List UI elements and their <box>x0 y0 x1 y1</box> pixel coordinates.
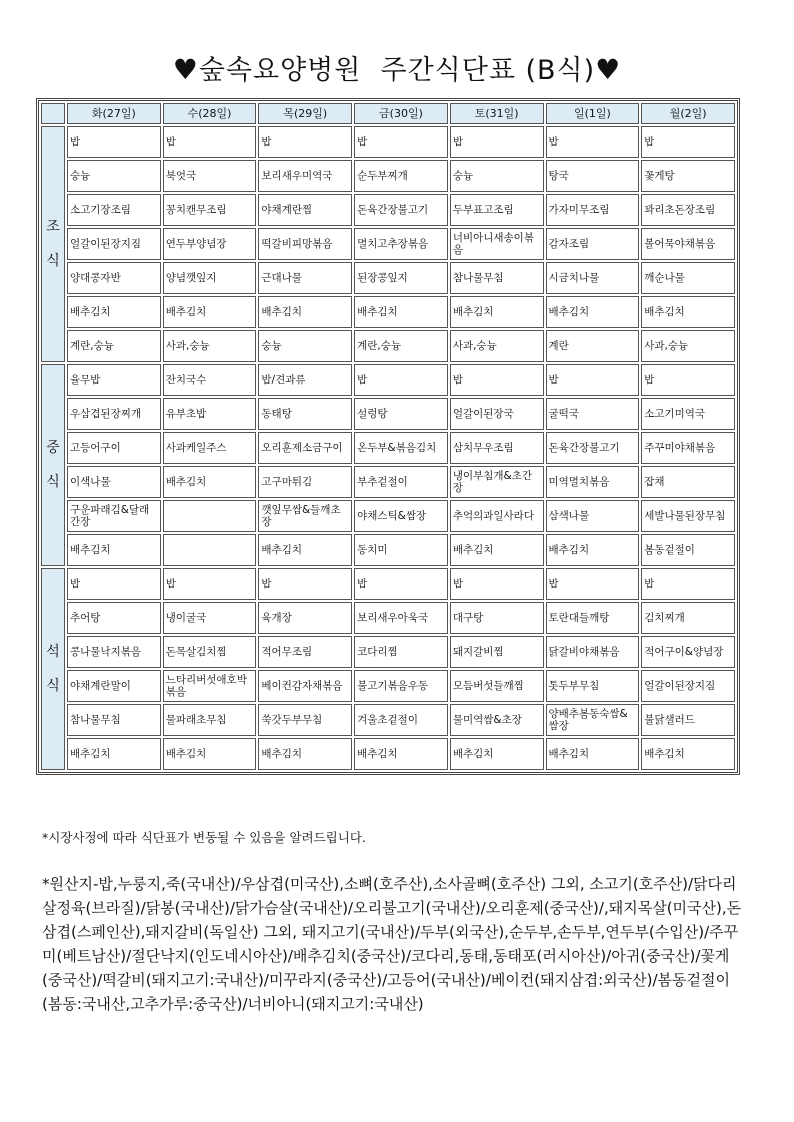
menu-item: 너비아니새송이볶음 <box>450 228 544 260</box>
weekly-menu-table <box>39 101 737 772</box>
menu-item: 숭늉 <box>67 160 161 192</box>
menu-item: 유부초밥 <box>163 398 257 430</box>
day-header: 금(30일) <box>354 103 448 124</box>
menu-body <box>41 126 735 770</box>
menu-row <box>41 262 735 294</box>
menu-item: 양념깻잎지 <box>163 262 257 294</box>
menu-item: 배추김치 <box>163 296 257 328</box>
meal-label-char: 식 <box>46 474 60 490</box>
menu-item: 베이컨감자채볶음 <box>258 670 352 702</box>
menu-item: 밥 <box>450 126 544 158</box>
menu-item: 잡채 <box>641 466 735 498</box>
menu-item: 고구마튀김 <box>258 466 352 498</box>
menu-item: 탕국 <box>546 160 640 192</box>
menu-item: 돈육간장불고기 <box>546 432 640 464</box>
origin-text: *원산지-밥,누룽지,죽(국내산)/우삼겹(미국산),소뼈(호주산),소사골뼈(호주산) 그외, 소고기(호주산)/닭다리살정육(브라질)/닭봉(국내산)/닭가슴살(국내산)/오리불고기(국내산)/오리훈제(중국산)/,돼지목살(미국산),돈삼겹(스페인산),돼지갈비(독일산) 그외, 돼지고기(국내산)/두부(외국산),순두부,손두부,연두부(수입산)/주꾸미(베트남산)/절단낙지(인도네시아산)/배추김치(중국산)/코다리,동태,동태포(러시아산)/아귀(중국산)/꽃게(중국산)/떡갈비(돼지고기:국내산)/미꾸라지(중국산)/고등어(국내산)/베이컨(돼지삼겹:외국산)/봄동겉절이(봄동:국내산,고추가루:중국산)/너비아니(돼지고기:국내산) <box>42 875 742 1013</box>
menu-item: 잔치국수 <box>163 364 257 396</box>
menu-row <box>41 432 735 464</box>
menu-item: 닭갈비야채볶음 <box>546 636 640 668</box>
menu-item: 밥/견과류 <box>258 364 352 396</box>
menu-item: 배추김치 <box>354 296 448 328</box>
menu-item: 온두부&볶음김치 <box>354 432 448 464</box>
menu-item: 밥 <box>354 568 448 600</box>
menu-item: 사과,숭늉 <box>450 330 544 362</box>
menu-item: 적어무조림 <box>258 636 352 668</box>
menu-item: 연두부양념장 <box>163 228 257 260</box>
menu-row <box>41 602 735 634</box>
menu-item: 보리새우미역국 <box>258 160 352 192</box>
menu-item: 동치미 <box>354 534 448 566</box>
menu-item: 밥 <box>546 364 640 396</box>
menu-item: 봄동겉절이 <box>641 534 735 566</box>
menu-row <box>41 636 735 668</box>
menu-item: 배추김치 <box>258 534 352 566</box>
menu-item: 배추김치 <box>354 738 448 770</box>
menu-item: 배추김치 <box>67 534 161 566</box>
menu-item: 밥 <box>641 568 735 600</box>
menu-item <box>163 534 257 566</box>
menu-item: 콩나물낙지볶음 <box>67 636 161 668</box>
menu-item: 숭늉 <box>450 160 544 192</box>
menu-item: 밥 <box>67 568 161 600</box>
menu-item: 깨순나물 <box>641 262 735 294</box>
day-header: 월(2일) <box>641 103 735 124</box>
menu-item: 배추김치 <box>67 738 161 770</box>
menu-item: 꽃게탕 <box>641 160 735 192</box>
menu-item: 추억의과일사라다 <box>450 500 544 532</box>
menu-row <box>41 364 735 396</box>
menu-row <box>41 568 735 600</box>
menu-item: 계란 <box>546 330 640 362</box>
menu-item: 삼치무우조림 <box>450 432 544 464</box>
menu-item: 참나물무침 <box>67 704 161 736</box>
corner-cell <box>41 103 65 124</box>
menu-item: 불고기볶음우동 <box>354 670 448 702</box>
menu-row <box>41 704 735 736</box>
menu-item: 주꾸미야채볶음 <box>641 432 735 464</box>
menu-item: 감자조림 <box>546 228 640 260</box>
day-header: 목(29일) <box>258 103 352 124</box>
weekly-menu-table-frame <box>36 98 740 775</box>
menu-item: 적어구이&양념장 <box>641 636 735 668</box>
menu-item: 이색나물 <box>67 466 161 498</box>
menu-row <box>41 296 735 328</box>
meal-label <box>41 126 65 362</box>
menu-item: 김치찌개 <box>641 602 735 634</box>
menu-row <box>41 160 735 192</box>
menu-row <box>41 670 735 702</box>
menu-row <box>41 500 735 532</box>
menu-row <box>41 738 735 770</box>
page-title-text: 숲속요양병원 주간식단표 (B식) <box>198 55 596 86</box>
menu-item: 톳두부무침 <box>546 670 640 702</box>
menu-item: 밥 <box>546 126 640 158</box>
menu-item: 구운파래김&달래간장 <box>67 500 161 532</box>
meal-label <box>41 568 65 770</box>
menu-item: 두부표고조림 <box>450 194 544 226</box>
menu-item: 밥 <box>163 568 257 600</box>
menu-item: 대구탕 <box>450 602 544 634</box>
menu-row <box>41 126 735 158</box>
menu-row <box>41 534 735 566</box>
menu-item: 시금치나물 <box>546 262 640 294</box>
menu-item: 밥 <box>163 126 257 158</box>
meal-label-char: 중 <box>46 440 60 456</box>
menu-item: 겨울초겉절이 <box>354 704 448 736</box>
heart-icon: ♥ <box>595 53 622 86</box>
menu-item: 배추김치 <box>67 296 161 328</box>
menu-item: 계란,숭늉 <box>354 330 448 362</box>
menu-item: 밥 <box>258 568 352 600</box>
menu-item <box>163 500 257 532</box>
meal-label-char: 조 <box>46 219 60 235</box>
menu-item: 세발나물된장무침 <box>641 500 735 532</box>
menu-item: 소고기미역국 <box>641 398 735 430</box>
menu-item: 배추김치 <box>546 296 640 328</box>
menu-item: 밥 <box>450 364 544 396</box>
menu-item: 밥 <box>450 568 544 600</box>
menu-item: 동태탕 <box>258 398 352 430</box>
menu-item: 밥 <box>258 126 352 158</box>
menu-item: 배추김치 <box>546 738 640 770</box>
day-header: 화(27일) <box>67 103 161 124</box>
menu-item: 야채계란말이 <box>67 670 161 702</box>
menu-item: 냉이부침개&초간장 <box>450 466 544 498</box>
menu-item: 떡갈비피망볶음 <box>258 228 352 260</box>
menu-item: 꽈리초돈장조림 <box>641 194 735 226</box>
menu-item: 밥 <box>354 126 448 158</box>
heart-icon: ♥ <box>172 53 199 86</box>
menu-item: 부추겉절이 <box>354 466 448 498</box>
menu-item: 밥 <box>641 126 735 158</box>
meal-label-char: 석 <box>46 644 60 660</box>
menu-item: 추어탕 <box>67 602 161 634</box>
menu-item: 얼갈이된장국 <box>450 398 544 430</box>
day-header: 일(1일) <box>546 103 640 124</box>
menu-item: 밥 <box>546 568 640 600</box>
menu-item: 참나물무침 <box>450 262 544 294</box>
menu-item: 계란,숭늉 <box>67 330 161 362</box>
menu-item: 냉이굴국 <box>163 602 257 634</box>
menu-item: 토란대들깨탕 <box>546 602 640 634</box>
menu-item: 모듬버섯들깨찜 <box>450 670 544 702</box>
meal-label <box>41 364 65 566</box>
menu-item: 야채스틱&쌈장 <box>354 500 448 532</box>
day-header: 수(28일) <box>163 103 257 124</box>
day-header-row <box>41 103 735 124</box>
menu-item: 얼갈이된장지짐 <box>641 670 735 702</box>
menu-row <box>41 466 735 498</box>
menu-item: 배추김치 <box>450 738 544 770</box>
menu-item: 사과,숭늉 <box>163 330 257 362</box>
meal-label-char: 식 <box>46 253 60 269</box>
menu-item: 돈목살김치찜 <box>163 636 257 668</box>
menu-item: 배추김치 <box>258 738 352 770</box>
menu-item: 배추김치 <box>641 296 735 328</box>
menu-item: 코다리찜 <box>354 636 448 668</box>
menu-item: 된장콩잎지 <box>354 262 448 294</box>
menu-item: 미역멸치볶음 <box>546 466 640 498</box>
menu-item: 깻잎무쌈&들깨초장 <box>258 500 352 532</box>
menu-item: 삼색나물 <box>546 500 640 532</box>
menu-item: 배추김치 <box>641 738 735 770</box>
notice-text: *시장사정에 따라 식단표가 변동될 수 있음을 알려드립니다. <box>42 830 366 845</box>
menu-item: 가자미무조림 <box>546 194 640 226</box>
menu-row <box>41 228 735 260</box>
meal-label-char: 식 <box>46 678 60 694</box>
menu-item: 육개장 <box>258 602 352 634</box>
menu-item: 얼갈이된장지짐 <box>67 228 161 260</box>
menu-item: 물파래초무침 <box>163 704 257 736</box>
menu-item: 사과,숭늉 <box>641 330 735 362</box>
menu-item: 밥 <box>354 364 448 396</box>
menu-item: 꽁치캔무조림 <box>163 194 257 226</box>
menu-item: 설렁탕 <box>354 398 448 430</box>
menu-item: 돈육간장불고기 <box>354 194 448 226</box>
menu-item: 근대나물 <box>258 262 352 294</box>
menu-item: 느타리버섯애호박볶음 <box>163 670 257 702</box>
menu-item: 소고기장조림 <box>67 194 161 226</box>
menu-item: 배추김치 <box>546 534 640 566</box>
menu-item: 배추김치 <box>163 466 257 498</box>
menu-item: 보리새우아욱국 <box>354 602 448 634</box>
menu-item: 밥 <box>641 364 735 396</box>
menu-item: 사과케일주스 <box>163 432 257 464</box>
menu-item: 숭늉 <box>258 330 352 362</box>
menu-item: 고등어구이 <box>67 432 161 464</box>
menu-item: 멸치고추장볶음 <box>354 228 448 260</box>
menu-item: 쑥갓두부무침 <box>258 704 352 736</box>
menu-item: 돼지갈비찜 <box>450 636 544 668</box>
menu-item: 물미역쌈&초장 <box>450 704 544 736</box>
page-title <box>0 48 794 87</box>
menu-row <box>41 330 735 362</box>
menu-item: 배추김치 <box>450 296 544 328</box>
menu-item: 볼어묵야채볶음 <box>641 228 735 260</box>
menu-item: 밥 <box>67 126 161 158</box>
menu-item: 순두부찌개 <box>354 160 448 192</box>
menu-item: 북엇국 <box>163 160 257 192</box>
day-header: 토(31일) <box>450 103 544 124</box>
menu-item: 배추김치 <box>163 738 257 770</box>
menu-item: 불닭샐러드 <box>641 704 735 736</box>
menu-item: 굴떡국 <box>546 398 640 430</box>
menu-item: 배추김치 <box>258 296 352 328</box>
menu-item: 배추김치 <box>450 534 544 566</box>
menu-item: 오리훈제소금구이 <box>258 432 352 464</box>
menu-item: 율무밥 <box>67 364 161 396</box>
menu-row <box>41 194 735 226</box>
menu-item: 야채계란찜 <box>258 194 352 226</box>
menu-item: 양배추봄동숙쌈&쌈장 <box>546 704 640 736</box>
menu-row <box>41 398 735 430</box>
menu-item: 우삼겹된장찌개 <box>67 398 161 430</box>
menu-item: 양대콩자반 <box>67 262 161 294</box>
